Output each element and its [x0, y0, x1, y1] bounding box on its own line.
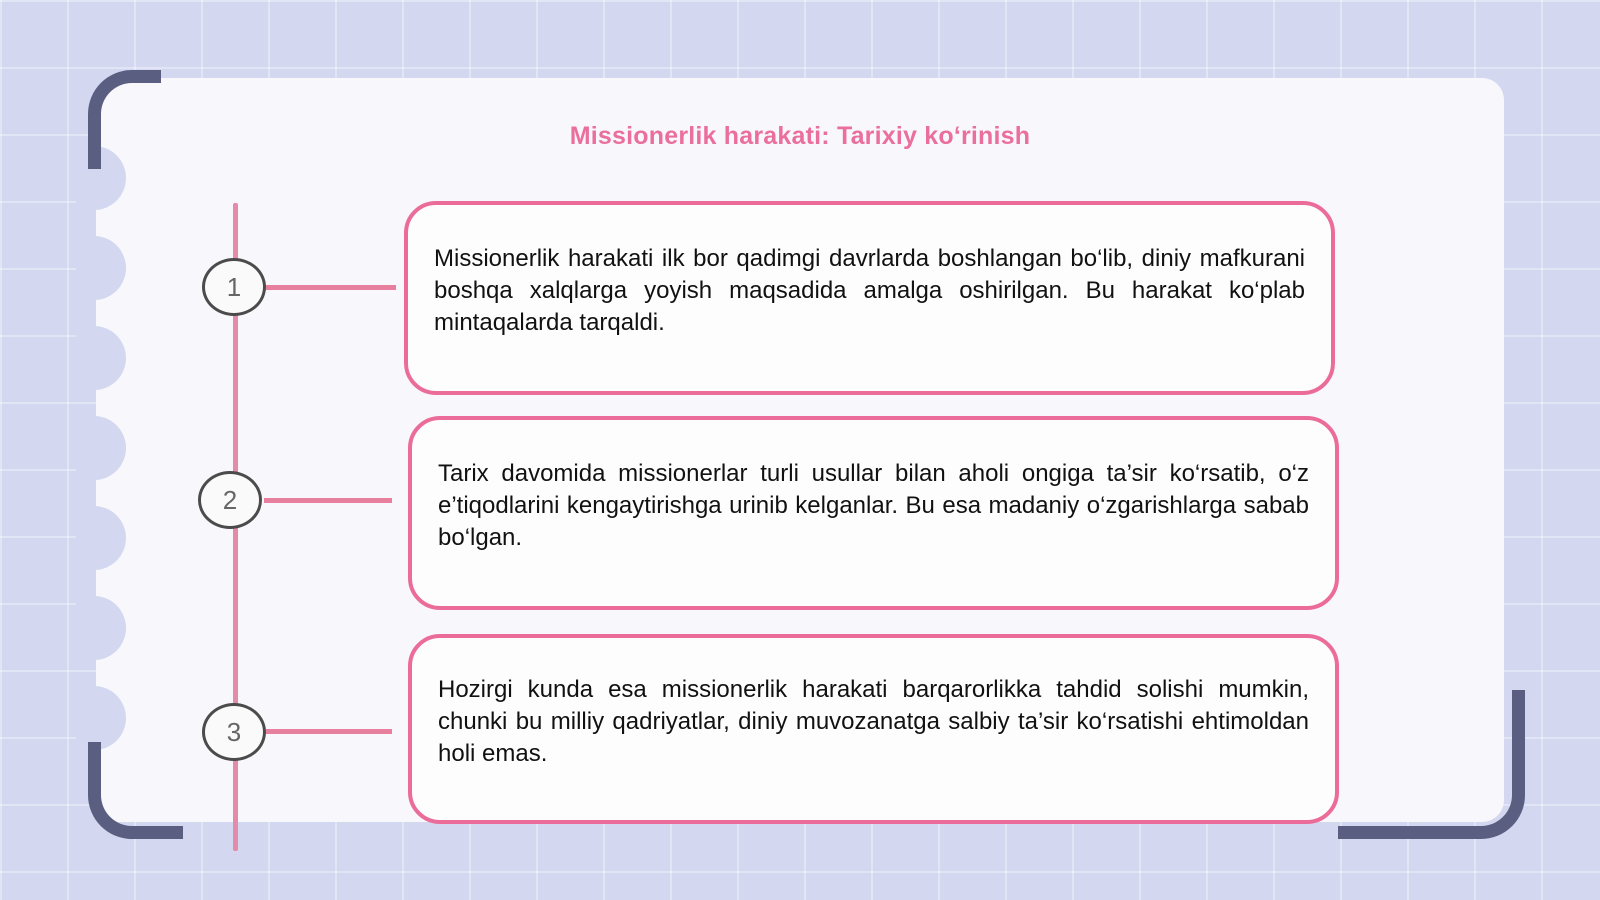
timeline-connector-1 [266, 285, 396, 290]
slide-title: Missionerlik harakati: Tarixiy ko‘rinish [569, 122, 1031, 150]
step-box-3 [408, 634, 1339, 824]
corner-bracket-bottom-left [88, 742, 183, 839]
timeline-connector-3 [266, 729, 392, 734]
step-number-2: 2 [198, 471, 262, 529]
step-number-1: 1 [202, 258, 266, 316]
timeline-connector-2 [264, 498, 392, 503]
step-number-3: 3 [202, 703, 266, 761]
step-text-1: Missionerlik harakati ilk bor qadimgi davrlarda boshlangan bo‘lib, diniy mafkurani boshqa xalqlarga yoyish maqsadida amalga oshirilgan. Bu harakat ko‘plab mintaqalarda tarqaldi. [434, 245, 1305, 336]
corner-bracket-bottom-right [1338, 690, 1525, 839]
step-box-1 [404, 201, 1335, 395]
step-text-2: Tarix davomida missionerlar turli usullar bilan aholi ongiga ta’sir ko‘rsatib, o‘z e’tiqodlarini kengaytirishga urinib kelganlar. Bu esa madaniy o‘zgarishlarga sabab bo‘lgan. [438, 460, 1309, 551]
step-box-2 [408, 416, 1339, 610]
corner-bracket-top-left [88, 70, 161, 169]
step-text-3: Hozirgi kunda esa missionerlik harakati barqarorlikka tahdid solishi mumkin, chunki bu milliy qadriyatlar, diniy muvozanatga salbiy ta’sir ko‘rsatishi ehtimoldan holi emas. [438, 676, 1309, 767]
